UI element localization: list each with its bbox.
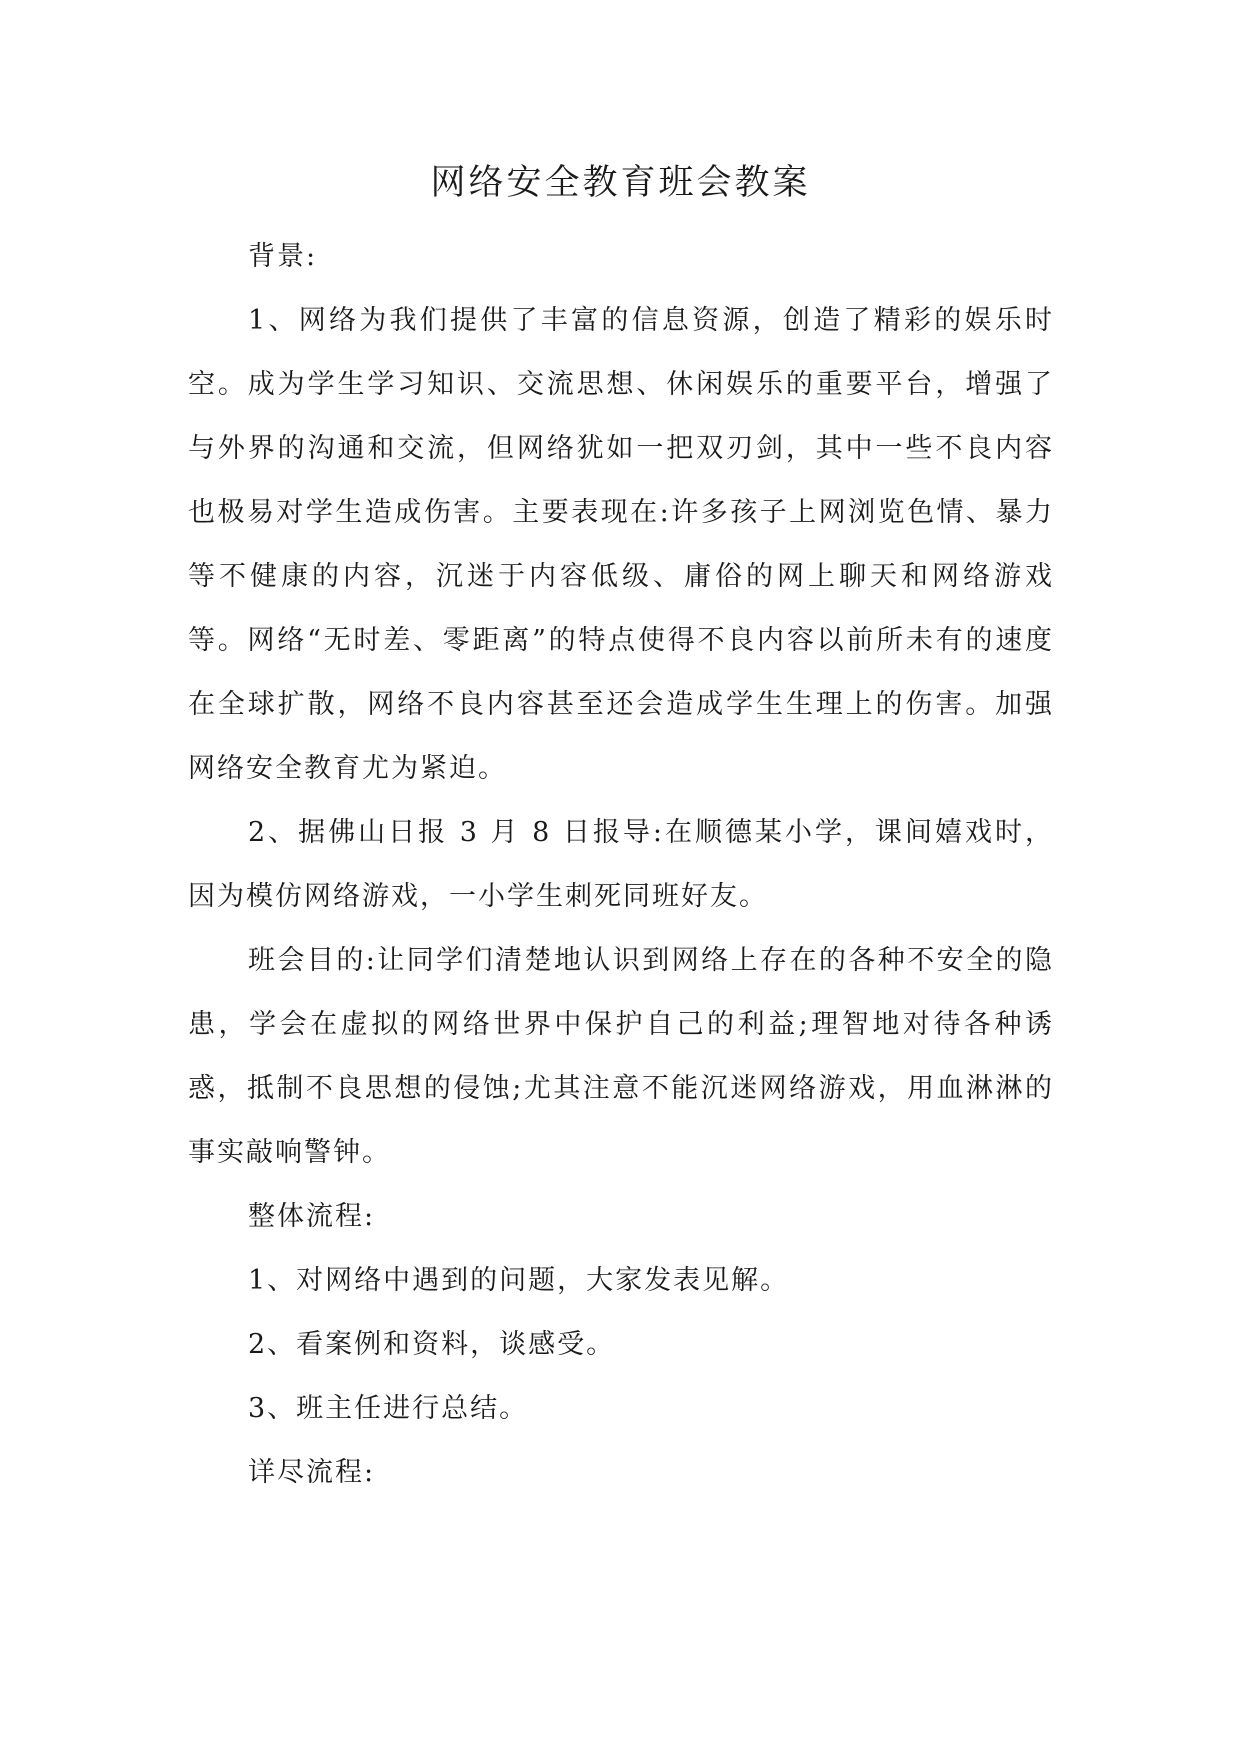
paragraph-overall-process-heading: 整体流程: bbox=[248, 1201, 376, 1232]
document-body bbox=[188, 225, 1054, 1505]
document-title: 网络安全教育班会教案 bbox=[430, 163, 811, 203]
paragraph-background-heading: 背景: bbox=[248, 241, 318, 272]
paragraph-background-2: 2、据佛山日报 3 月 8 日报导:在顺德某小学，课间嬉戏时，因为模仿网络游戏，一小学生刺死同班好友。 bbox=[188, 817, 1054, 912]
paragraph-background-1: 1、网络为我们提供了丰富的信息资源，创造了精彩的娱乐时空。成为学生学习知识、交流思想、休闲娱乐的重要平台，增强了与外界的沟通和交流，但网络犹如一把双刃剑，其中一些不良内容也极易对学生造成伤害。主要表现在:许多孩子上网浏览色情、暴力等不健康的内容，沉迷于内容低级、庸俗的网上聊天和网络游戏等。网络“无时差、零距离”的特点使得不良内容以前所未有的速度在全球扩散，网络不良内容甚至还会造成学生生理上的伤害。加强网络安全教育尤为紧迫。 bbox=[188, 305, 1054, 784]
paragraph-meeting-goal: 班会目的:让同学们清楚地认识到网络上存在的各种不安全的隐患，学会在虚拟的网络世界中保护自己的利益;理智地对待各种诱惑，抵制不良思想的侵蚀;尤其注意不能沉迷网络游戏，用血淋淋的事实敲响警钟。 bbox=[188, 945, 1054, 1168]
paragraph-detailed-process-heading: 详尽流程: bbox=[248, 1457, 376, 1488]
paragraph-process-step-2: 2、看案例和资料，谈感受。 bbox=[248, 1329, 616, 1360]
paragraph-process-step-3: 3、班主任进行总结。 bbox=[248, 1393, 529, 1424]
paragraph-process-step-1: 1、对网络中遇到的问题，大家发表见解。 bbox=[248, 1265, 790, 1296]
